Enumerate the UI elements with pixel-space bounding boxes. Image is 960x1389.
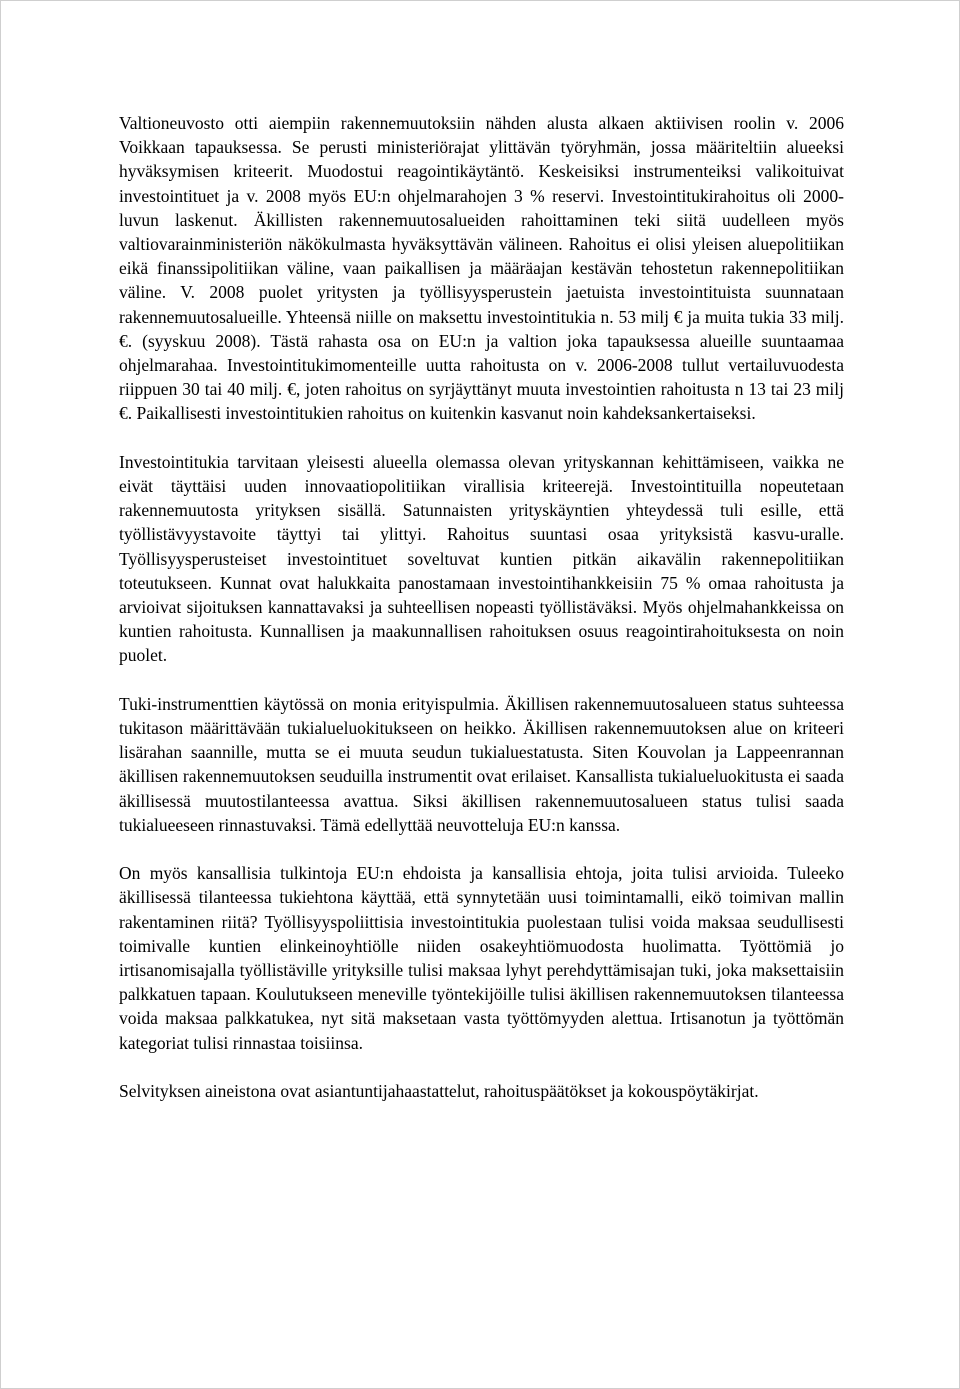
document-body [119, 111, 844, 1103]
paragraph-reagointi: Valtioneuvosto otti aiempiin rakennemuutoksiin nähden alusta alkaen aktiivisen roolin v. 2006 Voikkaan tapauksessa. Se perusti ministeriörajat ylittävän työryhmän, jossa määriteltiin alueeksi hyväksymisen kriteerit. Muodostui reagointikäytäntö. Keskeisiksi instrumenteiksi valikoituivat investointituet ja v. 2008 myös EU:n ohjelmarahojen 3 % reservi. Investointitukirahoitus oli 2000-luvun laskenut. Äkillisten rakennemuutosalueiden rahoittaminen teki siitä uudelleen myös valtiovarainministeriön näkökulmasta hyväksyttävän välineen. Rahoitus ei olisi yleisen aluepolitiikan eikä finanssipolitiikan väline, vaan paikallisen ja määräajan kestävän tehostetun rakennepolitiikan väline. V. 2008 puolet yritysten ja työllisyysperustein jaetuista investointituista suunnataan rakennemuutosalueille. Yhteensä niille on maksettu investointitukia n. 53 milj € ja muita tukia 33 milj. €. (syyskuu 2008). Tästä rahasta osa on EU:n ja valtion joka tapauksessa alueille suuntaamaa ohjelmarahaa. Investointitukimomenteille uutta rahoitusta on v. 2006-2008 tullut vertailuvuodesta riippuen 30 tai 40 milj. €, joten rahoitus on syrjäyttänyt muuta investointien rahoitusta n 13 tai 23 milj €. Paikallisesti investointitukien rahoitus on kuitenkin kasvanut noin kahdeksankertaiseksi. [119, 113, 844, 424]
paragraph-tuki-instrumentit: Tuki-instrumenttien käytössä on monia erityispulmia. Äkillisen rakennemuutosalueen status suhteessa tukitason määrittävään tukialueluokitukseen on heikko. Äkillisen rakennemuutoksen alue on kriteeri lisärahan saannille, mutta se ei muuta seudun tukialuestatusta. Siten Kouvolan ja Lappeenrannan äkillisen rakennemuutoksen seuduilla instrumentit ovat erilaiset. Kansallista tukialueluokitusta ei saada äkillisessä muutostilanteessa avattua. Siksi äkillisen rakennemuutosalueen status tulisi saada tukialueeseen rinnastuvaksi. Tämä edellyttää neuvotteluja EU:n kanssa. [119, 693, 844, 835]
paragraph-kansalliset-tulkinnat: On myös kansallisia tulkintoja EU:n ehdoista ja kansallisia ehtoja, joita tulisi arvioida. Tuleeko äkillisessä tilanteessa tukiehtona käyttää, että synnytetään uusi toimintamalli, eikö toimivan mallin rakentaminen riitä? Työllisyyspoliittisia investointitukia puolestaan tulisi voida maksaa seudullisesti toimivalle kuntien elinkeinoyhtiölle niiden osakeyhtiömuodosta huolimatta. Työttömiä jo irtisanomisajalla työllistäville yrityksille tulisi maksaa lyhyt perehdyttämisajan tuki, joka maksettaisiin palkkatuen tapaan. Koulutukseen meneville työntekijöille tulisi äkillisen rakennemuutoksen tilanteessa voida maksaa palkkatukea, nyt sitä maksetaan vasta työttömyyden alettua. Irtisanotun ja työttömän kategoriat tulisi rinnastaa toisiinsa. [119, 863, 844, 1053]
paragraph-aineisto: Selvityksen aineistona ovat asiantuntijahaastattelut, rahoituspäätökset ja kokouspöytäkirjat. [119, 1081, 759, 1102]
paragraph-investointituet: Investointitukia tarvitaan yleisesti alueella olemassa olevan yrityskannan kehittämiseen, vaikka ne eivät täyttäisi uuden innovaatiopolitiikan virallisia kriteerejä. Investointituilla nopeutetaan rakennemuutosta yrityksen sisällä. Satunnaisten yrityskäyntien yhteydessä tuli esille, että työllistävyystavoite täyttyi tai ylittyi. Rahoitus suuntasi osaa yrityksistä kasvu-uralle. Työllisyysperusteiset investointituet soveltuvat kuntien pitkän aikavälin rakennepolitiikan toteutukseen. Kunnat ovat halukkaita panostamaan investointihankkeisiin 75 % omaa rahoitusta ja arvioivat sijoituksen kannattavaksi ja suhteellisen nopeasti työllistäväksi. Myös ohjelmahankkeissa on kuntien rahoitusta. Kunnallisen ja maakunnallisen rahoituksen osuus reagointirahoituksesta on noin puolet. [119, 451, 844, 666]
